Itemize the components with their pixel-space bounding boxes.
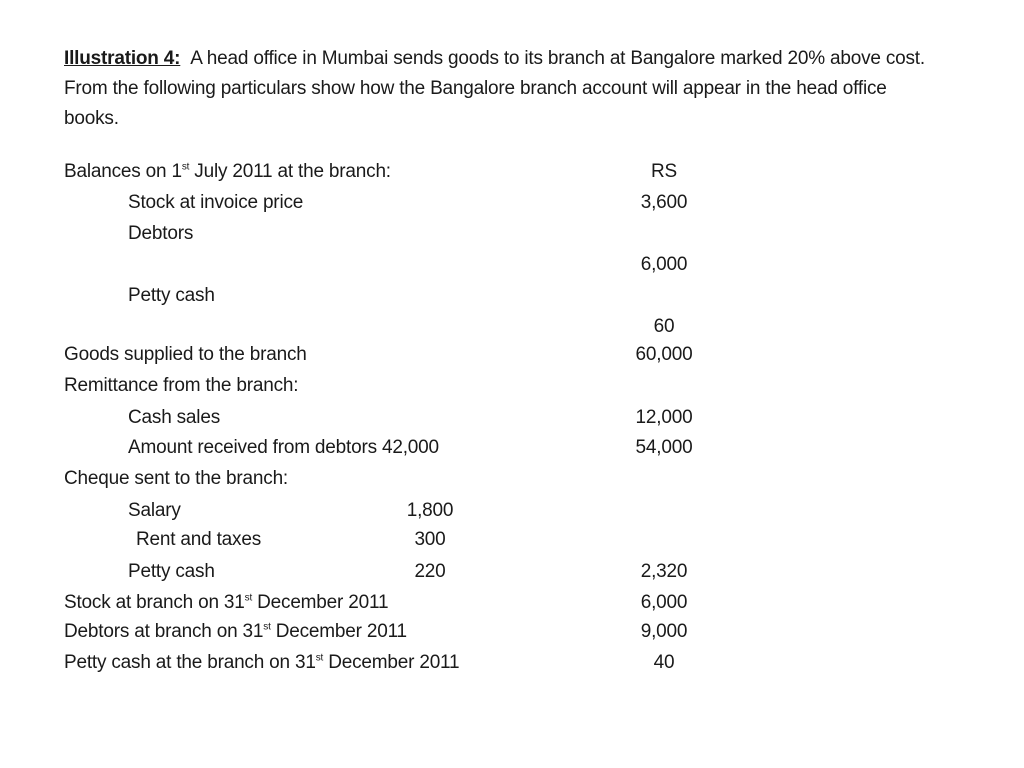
remittance-row xyxy=(0,371,1024,401)
cheque-sent-label: Cheque sent to the branch: xyxy=(64,468,289,489)
debtors-dec-row xyxy=(0,617,1024,647)
amount-received-label: Amount received from debtors 42,000 xyxy=(128,437,439,458)
salary-label: Salary xyxy=(128,500,181,521)
rent-row xyxy=(0,525,1024,555)
rent-label: Rent and taxes xyxy=(136,529,262,550)
debtors-amount-row xyxy=(0,250,1024,280)
petty-cash-row xyxy=(0,281,1024,311)
petty-dec-amount: 40 xyxy=(653,652,675,673)
balances-row xyxy=(0,157,1024,187)
salary-row xyxy=(0,496,1024,526)
salary-amount: 1,800 xyxy=(406,500,454,521)
debtors-label: Debtors xyxy=(128,223,194,244)
cash-sales-label: Cash sales xyxy=(128,407,220,428)
cheque-sent-row xyxy=(0,464,1024,494)
petty-cash-cheque-amount: 220 xyxy=(414,561,446,582)
amount-received-row xyxy=(0,433,1024,463)
goods-supplied-row xyxy=(0,340,1024,370)
goods-supplied-label: Goods supplied to the branch xyxy=(64,344,307,365)
illustration-intro xyxy=(64,44,944,134)
amount-received-amount: 54,000 xyxy=(635,437,693,458)
stock-invoice-row xyxy=(0,188,1024,218)
petty-dec-label: Petty cash at the branch on 31st December 2011 xyxy=(64,652,460,673)
stock-dec-label: Stock at branch on 31st December 2011 xyxy=(64,592,389,613)
goods-supplied-amount: 60,000 xyxy=(635,344,693,365)
currency-header: RS xyxy=(651,161,677,182)
cash-sales-amount: 12,000 xyxy=(635,407,693,428)
illustration-text: A head office in Mumbai sends goods to its branch at Bangalore marked 20% above cost. From the following particulars show how the Bangalore branch account will appear in the head office books. xyxy=(64,48,925,129)
remittance-label: Remittance from the branch: xyxy=(64,375,299,396)
cheque-total-amount: 2,320 xyxy=(640,561,688,582)
rent-amount: 300 xyxy=(414,529,446,550)
balances-label: Balances on 1st July 2011 at the branch: xyxy=(64,161,391,182)
stock-invoice-label: Stock at invoice price xyxy=(128,192,304,213)
petty-cash-amount: 60 xyxy=(653,316,675,337)
debtors-row xyxy=(0,219,1024,249)
petty-cash-label: Petty cash xyxy=(128,285,215,306)
cash-sales-row xyxy=(0,403,1024,433)
illustration-label: Illustration 4: xyxy=(64,48,181,69)
debtors-amount: 6,000 xyxy=(640,254,688,275)
petty-cash-cheque-label: Petty cash xyxy=(128,561,215,582)
debtors-dec-label: Debtors at branch on 31st December 2011 xyxy=(64,621,407,642)
stock-dec-amount: 6,000 xyxy=(640,592,688,613)
petty-cash-amount-row xyxy=(0,312,1024,342)
stock-dec-row xyxy=(0,588,1024,618)
petty-cash-cheque-row xyxy=(0,557,1024,587)
petty-dec-row xyxy=(0,648,1024,678)
stock-invoice-amount: 3,600 xyxy=(640,192,688,213)
debtors-dec-amount: 9,000 xyxy=(640,621,688,642)
